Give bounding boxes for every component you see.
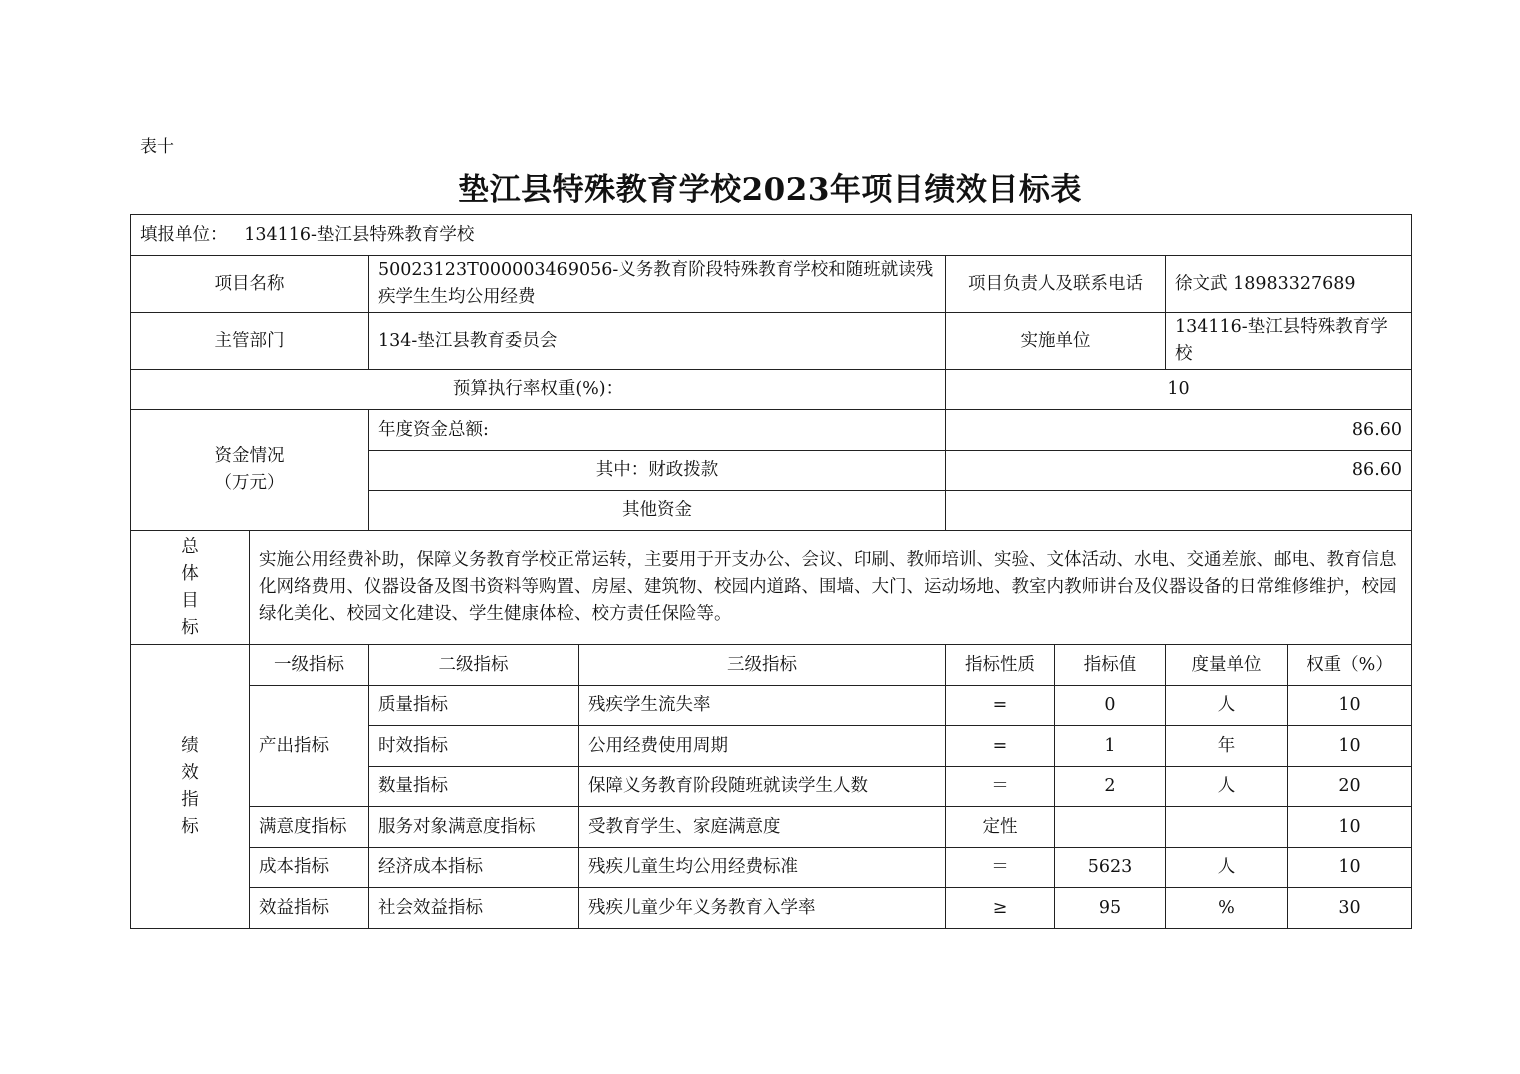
level3-cell: 保障义务教育阶段随班就读学生人数	[579, 767, 946, 807]
annual-total-value: 86.60	[946, 410, 1412, 451]
fiscal-allocation-label: 其中：财政拨款	[369, 451, 946, 491]
overall-goal-text: 实施公用经费补助，保障义务教育学校正常运转，主要用于开支办公、会议、印刷、教师培训、实验、文体活动、水电、交通差旅、邮电、教育信息化网络费用、仪器设备及图书资料等购置、房屋、建筑物、校园内道路、围墙、大门、运动场地、教室内教师讲台及仪器设备的日常维修维护，校园绿化美化、校园文化建设、学生健康体检、校方责任保险等。	[250, 531, 1412, 645]
overall-goal-char: 总	[181, 536, 199, 557]
level3-cell: 残疾学生流失率	[579, 686, 946, 726]
weight-cell: 10	[1288, 807, 1412, 848]
header-unit: 度量单位	[1166, 645, 1288, 686]
funds-label	[131, 410, 369, 531]
performance-label-char: 绩	[181, 735, 199, 756]
unit-cell: 人	[1166, 767, 1288, 807]
header-level1: 一级指标	[250, 645, 369, 686]
header-level2: 二级指标	[369, 645, 579, 686]
unit-cell: 人	[1166, 686, 1288, 726]
overall-goal-char: 标	[181, 617, 199, 638]
overall-goal-char: 体	[181, 563, 199, 584]
level1-benefit: 效益指标	[250, 888, 369, 929]
level2-cell: 经济成本指标	[369, 848, 579, 888]
level1-output: 产出指标	[250, 686, 369, 807]
level2-cell: 时效指标	[369, 726, 579, 767]
budget-weight-label: 预算执行率权重(%)：	[131, 370, 946, 410]
unit-cell: %	[1166, 888, 1288, 929]
level3-cell: 残疾儿童生均公用经费标准	[579, 848, 946, 888]
level2-cell: 质量指标	[369, 686, 579, 726]
weight-cell: 10	[1288, 848, 1412, 888]
table-row	[131, 807, 1412, 848]
implementing-unit-value: 134116-垫江县特殊教育学校	[1166, 313, 1412, 370]
page-title: 垫江县特殊教育学校2023年项目绩效目标表	[458, 172, 1082, 208]
other-funds-label: 其他资金	[369, 491, 946, 531]
table-caption: 表十	[140, 137, 174, 157]
table-row	[131, 848, 1412, 888]
weight-cell: 30	[1288, 888, 1412, 929]
performance-target-table	[130, 214, 1412, 929]
nature-cell: ＝	[946, 848, 1055, 888]
project-name-value: 50023123T000003469056-义务教育阶段特殊教育学校和随班就读残疾学生生均公用经费	[369, 256, 946, 313]
annual-total-label: 年度资金总额:	[369, 410, 946, 451]
level1-cost: 成本指标	[250, 848, 369, 888]
weight-cell: 10	[1288, 726, 1412, 767]
unit-cell	[1166, 807, 1288, 848]
table-row	[131, 686, 1412, 726]
performance-indicators-label	[131, 645, 250, 929]
weight-cell: 20	[1288, 767, 1412, 807]
nature-cell: ≥	[946, 888, 1055, 929]
funds-label-line2: （万元）	[214, 473, 285, 493]
level1-satisfaction: 满意度指标	[250, 807, 369, 848]
header-nature: 指标性质	[946, 645, 1055, 686]
level2-cell: 数量指标	[369, 767, 579, 807]
performance-label-char: 标	[181, 816, 199, 837]
nature-cell: =	[946, 726, 1055, 767]
table-row	[131, 888, 1412, 929]
level2-cell: 服务对象满意度指标	[369, 807, 579, 848]
nature-cell: 定性	[946, 807, 1055, 848]
level2-cell: 社会效益指标	[369, 888, 579, 929]
value-cell: 5623	[1055, 848, 1166, 888]
weight-cell: 10	[1288, 686, 1412, 726]
supervising-dept-label: 主管部门	[131, 313, 369, 370]
overall-goal-char: 目	[181, 590, 199, 611]
value-cell: 2	[1055, 767, 1166, 807]
other-funds-value	[946, 491, 1412, 531]
performance-label-char: 效	[181, 762, 199, 783]
value-cell: 0	[1055, 686, 1166, 726]
fiscal-allocation-value: 86.60	[946, 451, 1412, 491]
reporting-unit: 填报单位： 134116-垫江县特殊教育学校	[131, 215, 1412, 256]
nature-cell: =	[946, 686, 1055, 726]
value-cell: 95	[1055, 888, 1166, 929]
level3-cell: 受教育学生、家庭满意度	[579, 807, 946, 848]
performance-label-char: 指	[181, 789, 199, 810]
header-level3: 三级指标	[579, 645, 946, 686]
project-name-label: 项目名称	[131, 256, 369, 313]
supervising-dept-value: 134-垫江县教育委员会	[369, 313, 946, 370]
value-cell	[1055, 807, 1166, 848]
unit-cell: 年	[1166, 726, 1288, 767]
implementing-unit-label: 实施单位	[946, 313, 1166, 370]
header-value: 指标值	[1055, 645, 1166, 686]
project-owner-value: 徐文武 18983327689	[1166, 256, 1412, 313]
project-owner-label: 项目负责人及联系电话	[946, 256, 1166, 313]
unit-cell: 人	[1166, 848, 1288, 888]
level3-cell: 残疾儿童少年义务教育入学率	[579, 888, 946, 929]
funds-label-line1: 资金情况	[214, 446, 285, 466]
value-cell: 1	[1055, 726, 1166, 767]
nature-cell: ＝	[946, 767, 1055, 807]
overall-goal-label	[131, 531, 250, 645]
budget-weight-value: 10	[946, 370, 1412, 410]
header-weight: 权重（%）	[1288, 645, 1412, 686]
level3-cell: 公用经费使用周期	[579, 726, 946, 767]
